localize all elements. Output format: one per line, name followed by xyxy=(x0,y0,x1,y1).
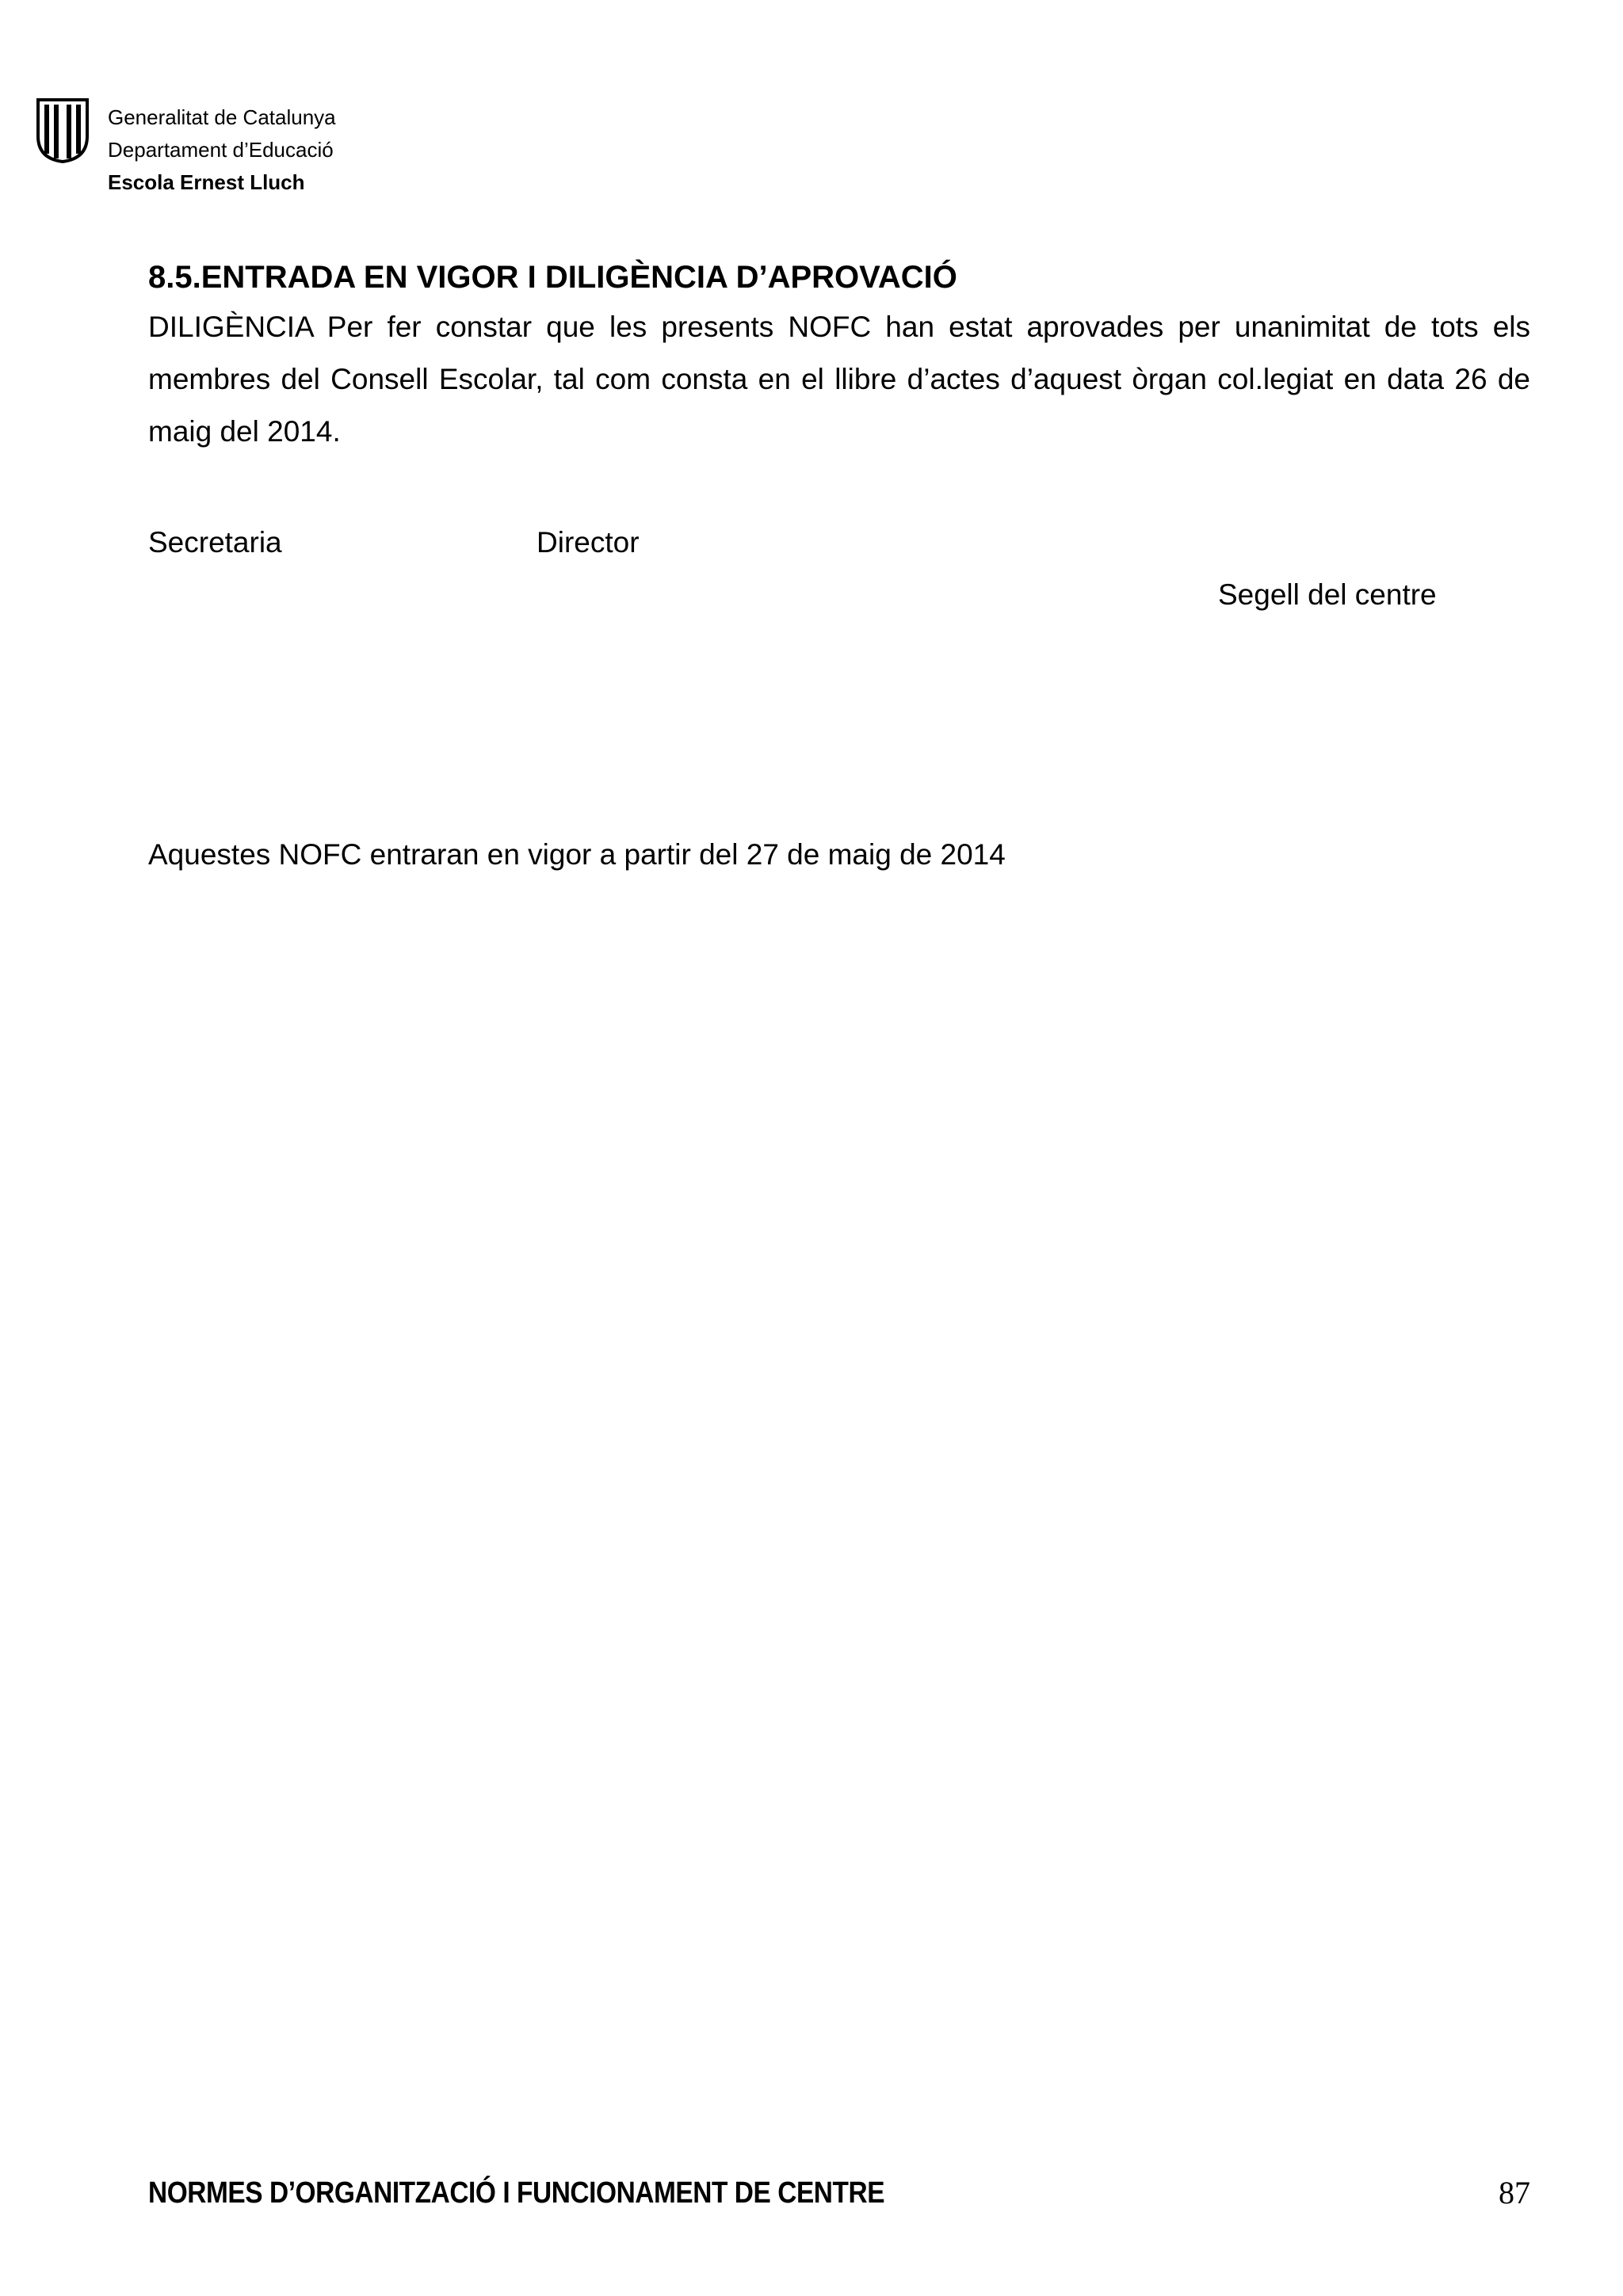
generalitat-coat-of-arms-icon xyxy=(35,97,90,163)
page-number: 87 xyxy=(1499,2175,1530,2210)
signature-block xyxy=(148,517,1530,627)
org-name-generalitat: Generalitat de Catalunya xyxy=(108,105,336,129)
school-name: Escola Ernest Lluch xyxy=(108,170,305,194)
main-content xyxy=(148,254,1530,458)
org-name-departament: Departament d’Educació xyxy=(108,138,334,162)
signature-director-label: Director xyxy=(537,526,640,559)
footer-title: NORMES D’ORGANITZACIÓ I FUNCIONAMENT DE CENTRE xyxy=(148,2176,885,2210)
diligencia-paragraph: DILIGÈNCIA Per fer constar que les presents NOFC han estat aprovades per unanimitat de tots els membres del Consell Escolar, tal com consta en el llibre d’actes d’aquest òrgan col.legiat en data 26 de maig del 2014. xyxy=(148,311,1530,448)
page-footer xyxy=(148,2169,1530,2217)
entry-into-force-text: Aquestes NOFC entraran en vigor a partir del 27 de maig de 2014 xyxy=(148,838,1006,871)
signature-secretaria-label: Secretaria xyxy=(148,526,282,559)
school-seal-label: Segell del centre xyxy=(1218,578,1437,611)
section-title: 8.5.ENTRADA EN VIGOR I DILIGÈNCIA D’APROVACIÓ xyxy=(148,260,957,295)
